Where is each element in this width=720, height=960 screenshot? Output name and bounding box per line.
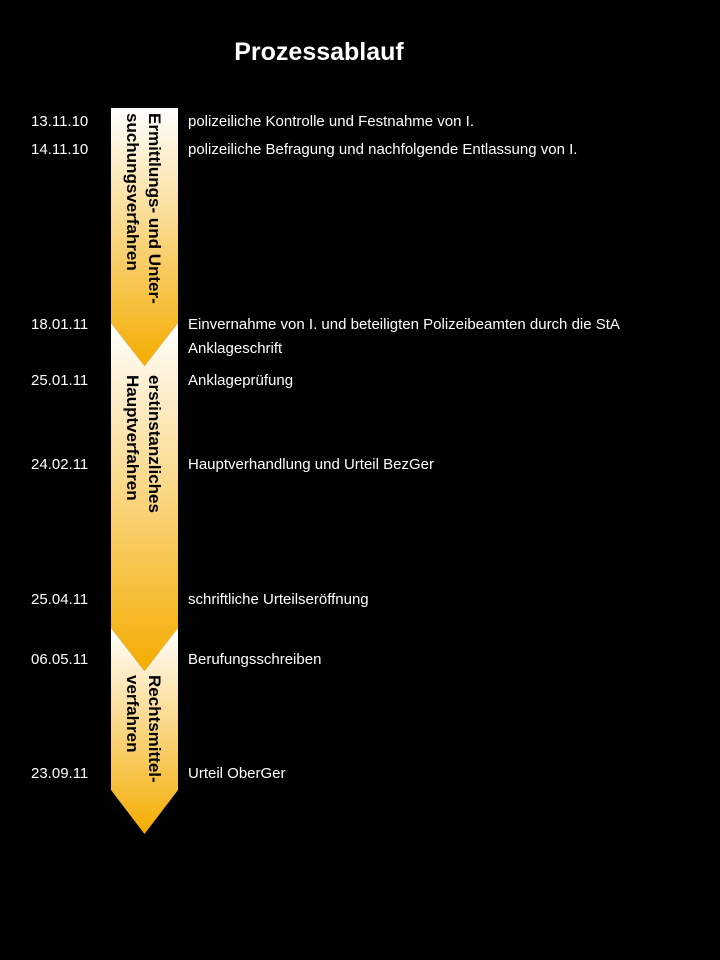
timeline-date: 14.11.10: [31, 141, 89, 158]
timeline-event: Urteil OberGer: [188, 765, 286, 782]
timeline-event: Anklageprüfung: [188, 372, 294, 389]
timeline-date: 23.09.11: [31, 765, 89, 782]
page-title: Prozessablauf: [234, 38, 404, 66]
timeline-event: Einvernahme von I. und beteiligten Polizeibeamten durch die StA: [188, 316, 620, 333]
timeline-date: 13.11.10: [31, 113, 89, 130]
phase-label-main-trial: erstinstanzliches Hauptverfahren: [123, 375, 164, 513]
phase-label-appeal: Rechtsmittel- verfahren: [123, 675, 164, 783]
timeline-date: 25.01.11: [31, 372, 89, 389]
phase-label-investigation: Ermittlungs- und Unter- suchungsverfahren: [123, 113, 164, 304]
timeline-event: polizeiliche Kontrolle und Festnahme von I.: [188, 113, 474, 130]
timeline-event: schriftliche Urteilseröffnung: [188, 591, 369, 608]
timeline-event: Anklageschrift: [188, 340, 283, 357]
timeline-date: 18.01.11: [31, 316, 89, 333]
timeline-date: 25.04.11: [31, 591, 89, 608]
timeline-date: 24.02.11: [31, 456, 89, 473]
timeline-date: 06.05.11: [31, 651, 89, 668]
timeline-event: Berufungsschreiben: [188, 651, 322, 668]
timeline-event: polizeiliche Befragung und nachfolgende Entlassung von I.: [188, 141, 578, 158]
timeline-event: Hauptverhandlung und Urteil BezGer: [188, 456, 434, 473]
